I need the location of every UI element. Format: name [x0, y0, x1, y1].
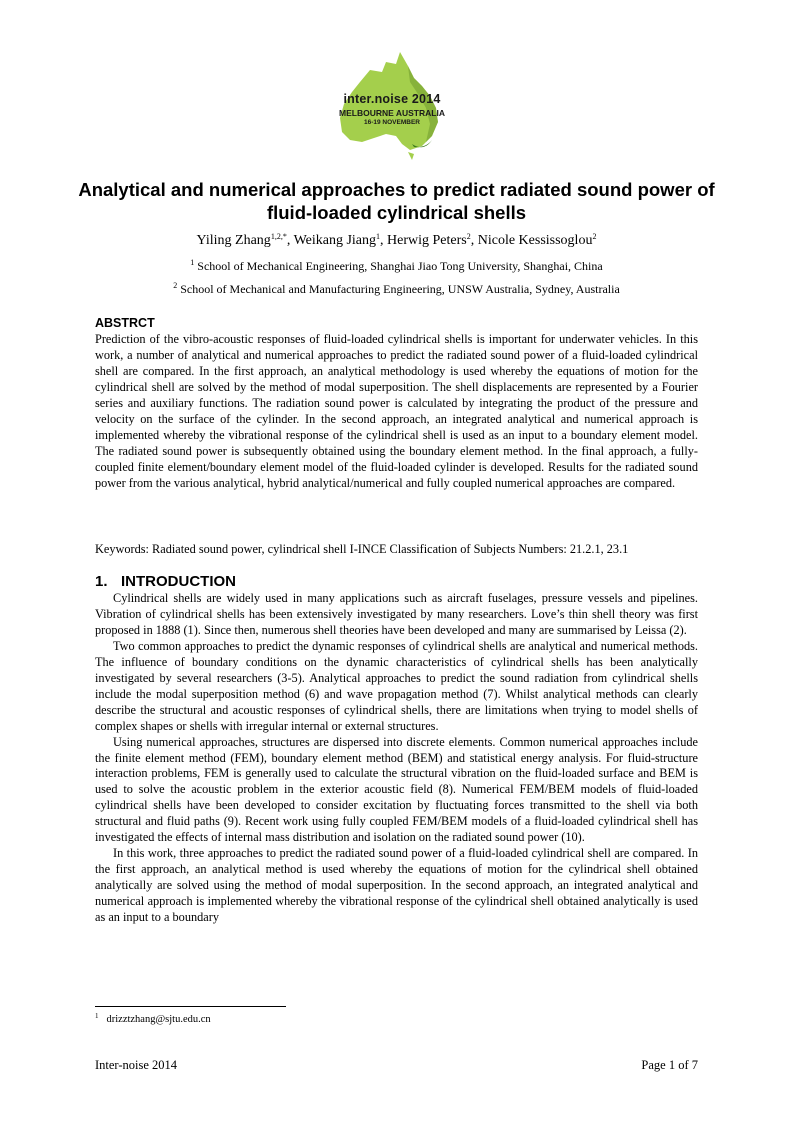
affiliation-1 — [60, 258, 733, 274]
footnote-email: drizztzhang@sjtu.edu.cn — [106, 1014, 211, 1025]
affiliation-2 — [60, 281, 733, 297]
author-affiliation-mark: 1 — [376, 232, 381, 241]
abstract-heading: ABSTRCT — [95, 316, 155, 330]
author-name: Herwig Peters — [387, 233, 467, 248]
logo-location: MELBOURNE AUSTRALIA — [339, 108, 445, 118]
author-name: Nicole Kessissoglou — [477, 233, 593, 248]
paper-title: Analytical and numerical approaches to predict radiated sound power of fluid-loaded cylindrical shells — [78, 179, 715, 223]
author-name: Yiling Zhang — [196, 233, 271, 248]
affiliation-text: School of Mechanical Engineering, Shanghai Jiao Tong University, Shanghai, China — [197, 259, 603, 273]
section-number: 1. — [95, 573, 108, 590]
footer-page-number: Page 1 of 7 — [641, 1058, 698, 1072]
affiliation-mark: 1 — [190, 258, 195, 267]
author-list — [60, 232, 733, 250]
author-name: Weikang Jiang — [293, 233, 377, 248]
paragraph: In this work, three approaches to predict the radiated sound power of a fluid-loaded cylindrical shell are compared. In the first approach, an analytical method is used whereby the equations of motion for the cylindrical shell obtained analytically are solved using the method of modal superposition. In the second approach, an integrated analytical and numerical approach is implemented whereby the vibrational response of the cylindrical shell obtained analytically is used as an input to a boundary — [95, 846, 698, 925]
footnote — [95, 1012, 211, 1025]
footnote-mark: 1 — [95, 1012, 99, 1020]
affiliation-text: School of Mechanical and Manufacturing Engineering, UNSW Australia, Sydney, Australia — [180, 282, 620, 296]
author-affiliation-mark: 2 — [592, 232, 597, 241]
section-heading — [95, 573, 236, 590]
australia-map-icon — [326, 44, 458, 168]
author-affiliation-mark: 2 — [466, 232, 471, 241]
conference-logo — [326, 44, 458, 168]
paragraph: Two common approaches to predict the dynamic responses of cylindrical shells are analytical and numerical methods. The influence of boundary conditions on the dynamic characteristics of cylindrical shells has been analytically investigated by several researchers (3-5). Analytical approaches to predict the sound radiation from cylindrical shells include the modal superposition method (6) and wave propagation method (7). Whilst analytical methods can clearly describe the structural and acoustic responses of cylindrical shells, there are limitations when trying to model shells of complex shapes or shells with irregular internal or external structures. — [95, 638, 698, 733]
paragraph: Using numerical approaches, structures are dispersed into discrete elements. Common numerical approaches include the finite element method (FEM), boundary element method (BEM) and statistical energy analysis. For fluid-structure interaction problems, FEM is generally used to calculate the structural vibration on the fluid-loaded surface and BEM is used to solve the acoustic problem in the exterior acoustic field (8). Numerical FEM/BEM models of fluid-loaded cylindrical shells have been developed to consider excitation by fluctuating forces transmitted to the shell via both structural and fluid paths (9). Recent work using fully coupled FEM/BEM models of a fluid-loaded cylindrical shell has investigated the effects of internal mass distribution and isolation on the radiated sound power (10). — [95, 734, 698, 845]
logo-title: inter.noise 2014 — [343, 92, 441, 106]
introduction-body — [95, 591, 698, 926]
keywords: Keywords: Radiated sound power, cylindrical shell I-INCE Classification of Subjects Numbers: 21.2.1, 23.1 — [95, 542, 629, 556]
footnote-divider — [95, 1006, 286, 1007]
logo-dates: 16-19 NOVEMBER — [364, 119, 420, 126]
author-separator: , — [286, 233, 294, 248]
affiliation-mark: 2 — [173, 281, 178, 290]
abstract-text: Prediction of the vibro-acoustic responses of fluid-loaded cylindrical shells is important for underwater vehicles. In this work, a number of analytical and numerical approaches to predict the radiated sound power of a fluid-loaded cylindrical shell are compared. In the first approach, an analytical methodology is used whereby the equations of motion for the cylindrical shell are solved by the method of modal superposition. The shell displacements are represented by a Fourier series and auxiliary functions. The radiation sound power is calculated by integrating the product of the pressure and velocity on the surface of the cylinder. In the second approach, an integrated analytical and numerical approach is implemented whereby the vibrational response of the cylindrical shell is used as an input to a boundary element model. The radiated sound power is subsequently obtained using the boundary element method. In the final approach, a fully-coupled finite element/boundary element model of the fluid-loaded cylinder is developed. Results for the radiated sound power from the various analytical, hybrid analytical/numerical and fully coupled numerical approaches are compared. — [95, 332, 698, 490]
section-title: INTRODUCTION — [121, 573, 236, 590]
author-separator: , — [470, 233, 478, 248]
author-separator: , — [380, 233, 388, 248]
paragraph: Cylindrical shells are widely used in many applications such as aircraft fuselages, pressure vessels and pipelines. Vibration of cylindrical shells has been extensively investigated by many researchers. Love’s thin shell theory was first proposed in 1888 (1). Since then, numerous shell theories have been developed and many are summarised by Leissa (2). — [95, 591, 698, 637]
author-affiliation-mark: 1,2,* — [270, 232, 287, 241]
footer-conference: Inter-noise 2014 — [95, 1058, 178, 1072]
